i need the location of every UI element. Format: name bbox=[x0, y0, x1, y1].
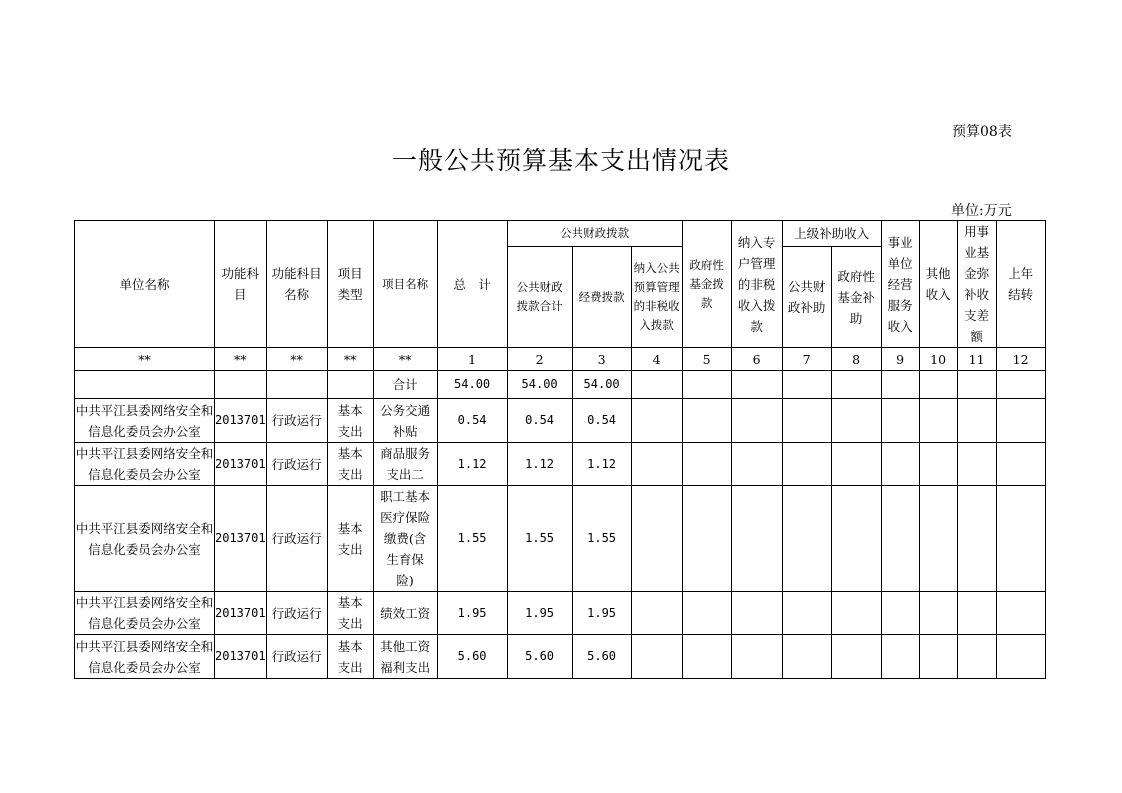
header-public-fiscal-subsidy: 公共财政补助 bbox=[782, 247, 831, 348]
row-fund: 1.12 bbox=[572, 443, 631, 486]
total-fund: 54.00 bbox=[572, 371, 631, 399]
index-cell: 9 bbox=[881, 348, 919, 371]
row-unit: 中共平江县委网络安全和信息化委员会办公室 bbox=[75, 635, 215, 679]
row-code: 2013701 bbox=[215, 399, 267, 443]
row-fund: 1.95 bbox=[572, 592, 631, 635]
table-row bbox=[75, 443, 1046, 486]
row-public-total: 5.60 bbox=[507, 635, 572, 679]
row-subject: 行政运行 bbox=[266, 486, 327, 592]
header-business-fund-gap: 用事业基金弥补收支差额 bbox=[957, 221, 996, 348]
row-type: 基本支出 bbox=[327, 635, 373, 679]
index-cell: 10 bbox=[919, 348, 957, 371]
row-total: 1.95 bbox=[437, 592, 507, 635]
header-unit-name: 单位名称 bbox=[75, 221, 215, 348]
row-type: 基本支出 bbox=[327, 486, 373, 592]
header-func-subject: 功能科目 bbox=[215, 221, 267, 348]
row-code: 2013701 bbox=[215, 592, 267, 635]
row-total: 0.54 bbox=[437, 399, 507, 443]
row-total: 5.60 bbox=[437, 635, 507, 679]
row-subject: 行政运行 bbox=[266, 635, 327, 679]
header-prev-year-carry: 上年结转 bbox=[996, 221, 1045, 348]
index-cell: ** bbox=[327, 348, 373, 371]
header-business-income: 事业单位经营服务收入 bbox=[881, 221, 919, 348]
header-total: 总 计 bbox=[437, 221, 507, 348]
table-row bbox=[75, 399, 1046, 443]
row-unit: 中共平江县委网络安全和信息化委员会办公室 bbox=[75, 486, 215, 592]
table-row bbox=[75, 486, 1046, 592]
row-unit: 中共平江县委网络安全和信息化委员会办公室 bbox=[75, 443, 215, 486]
total-label: 合计 bbox=[373, 371, 437, 399]
index-row bbox=[75, 348, 1046, 371]
header-fund-allocation: 经费拨款 bbox=[572, 247, 631, 348]
index-cell: ** bbox=[215, 348, 267, 371]
row-name: 绩效工资 bbox=[373, 592, 437, 635]
header-gov-fund-subsidy: 政府性基金补助 bbox=[831, 247, 881, 348]
row-subject: 行政运行 bbox=[266, 592, 327, 635]
unit-label: 单位:万元 bbox=[951, 203, 1012, 219]
index-cell: 12 bbox=[996, 348, 1045, 371]
header-public-fiscal-total: 公共财政拨款合计 bbox=[507, 247, 572, 348]
index-cell: 4 bbox=[631, 348, 682, 371]
row-code: 2013701 bbox=[215, 635, 267, 679]
row-subject: 行政运行 bbox=[266, 399, 327, 443]
header-nontax-in-budget: 纳入公共预算管理的非税收入拨款 bbox=[631, 247, 682, 348]
header-public-fiscal: 公共财政拨款 bbox=[507, 221, 682, 247]
row-subject: 行政运行 bbox=[266, 443, 327, 486]
header-nontax-special: 纳入专户管理的非税收入拨款 bbox=[731, 221, 782, 348]
header-superior-subsidy: 上级补助收入 bbox=[782, 221, 881, 247]
index-cell: ** bbox=[373, 348, 437, 371]
row-total: 1.12 bbox=[437, 443, 507, 486]
row-public-total: 1.12 bbox=[507, 443, 572, 486]
index-cell: 6 bbox=[731, 348, 782, 371]
form-number: 预算08表 bbox=[952, 124, 1012, 140]
index-cell: 7 bbox=[782, 348, 831, 371]
index-cell: ** bbox=[75, 348, 215, 371]
header-item-type: 项目类型 bbox=[327, 221, 373, 348]
index-cell: 8 bbox=[831, 348, 881, 371]
row-name: 其他工资福利支出 bbox=[373, 635, 437, 679]
index-cell: 3 bbox=[572, 348, 631, 371]
header-func-subject-name: 功能科目名称 bbox=[266, 221, 327, 348]
table-row bbox=[75, 592, 1046, 635]
index-cell: 1 bbox=[437, 348, 507, 371]
row-fund: 0.54 bbox=[572, 399, 631, 443]
header-item-name: 项目名称 bbox=[373, 221, 437, 348]
row-unit: 中共平江县委网络安全和信息化委员会办公室 bbox=[75, 399, 215, 443]
total-total: 54.00 bbox=[437, 371, 507, 399]
index-cell: 2 bbox=[507, 348, 572, 371]
row-public-total: 1.55 bbox=[507, 486, 572, 592]
row-code: 2013701 bbox=[215, 486, 267, 592]
page-title: 一般公共预算基本支出情况表 bbox=[391, 146, 730, 175]
row-type: 基本支出 bbox=[327, 399, 373, 443]
total-row bbox=[75, 371, 1046, 399]
row-type: 基本支出 bbox=[327, 443, 373, 486]
row-code: 2013701 bbox=[215, 443, 267, 486]
header-gov-fund: 政府性基金拨款 bbox=[682, 221, 731, 348]
row-type: 基本支出 bbox=[327, 592, 373, 635]
row-unit: 中共平江县委网络安全和信息化委员会办公室 bbox=[75, 592, 215, 635]
total-public-total: 54.00 bbox=[507, 371, 572, 399]
header-other-income: 其他收入 bbox=[919, 221, 957, 348]
index-cell: 11 bbox=[957, 348, 996, 371]
table-row bbox=[75, 635, 1046, 679]
index-cell: ** bbox=[266, 348, 327, 371]
index-cell: 5 bbox=[682, 348, 731, 371]
budget-table bbox=[74, 220, 1046, 679]
row-public-total: 1.95 bbox=[507, 592, 572, 635]
row-name: 商品服务支出二 bbox=[373, 443, 437, 486]
row-public-total: 0.54 bbox=[507, 399, 572, 443]
row-fund: 5.60 bbox=[572, 635, 631, 679]
row-fund: 1.55 bbox=[572, 486, 631, 592]
row-total: 1.55 bbox=[437, 486, 507, 592]
row-name: 公务交通补贴 bbox=[373, 399, 437, 443]
row-name: 职工基本医疗保险缴费(含生育保险) bbox=[373, 486, 437, 592]
